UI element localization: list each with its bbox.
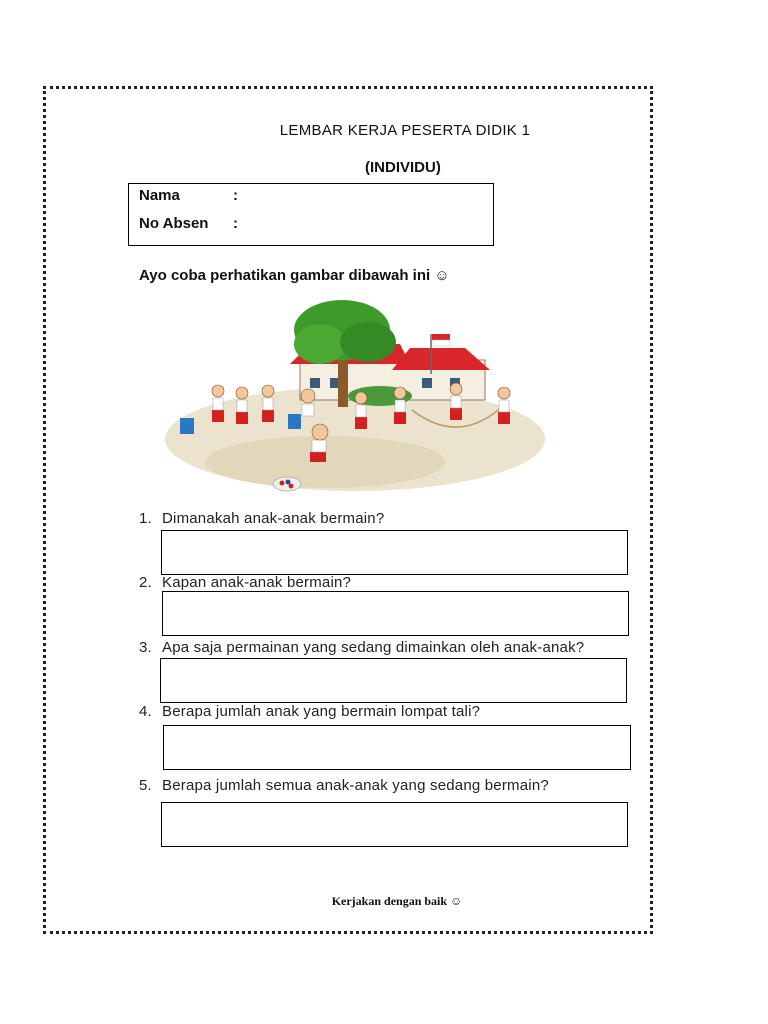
question-1 <box>139 510 384 527</box>
answer-box-4[interactable] <box>163 725 631 770</box>
question-3 <box>139 639 584 656</box>
school-playground-illustration <box>160 292 550 497</box>
instruction-prompt: Ayo coba perhatikan gambar dibawah ini ☺ <box>139 267 450 284</box>
question-text: Apa saja permainan yang sedang dimainkan oleh anak-anak? <box>162 639 585 656</box>
footer-note: Kerjakan dengan baik ☺ <box>331 894 463 908</box>
answer-box-3[interactable] <box>160 658 627 703</box>
absen-field-row <box>139 215 238 232</box>
question-5 <box>139 777 549 794</box>
question-2 <box>139 574 351 591</box>
question-number: 2. <box>139 574 152 591</box>
question-text: Dimanakah anak-anak bermain? <box>162 510 385 527</box>
answer-box-1[interactable] <box>161 530 628 575</box>
name-colon: : <box>233 187 238 204</box>
question-number: 1. <box>139 510 152 527</box>
answer-box-5[interactable] <box>161 802 628 847</box>
absen-label: No Absen <box>139 215 209 232</box>
absen-colon: : <box>233 215 238 232</box>
question-number: 4. <box>139 703 152 720</box>
question-number: 5. <box>139 777 152 794</box>
name-label: Nama <box>139 187 180 204</box>
worksheet-subtitle: (INDIVIDU) <box>365 159 441 176</box>
worksheet-title: LEMBAR KERJA PESERTA DIDIK 1 <box>279 122 531 139</box>
student-info-box <box>128 183 494 246</box>
question-text: Kapan anak-anak bermain? <box>162 574 352 591</box>
name-field-row <box>139 187 238 204</box>
answer-box-2[interactable] <box>162 591 629 636</box>
question-text: Berapa jumlah semua anak-anak yang sedang bermain? <box>162 777 549 794</box>
question-number: 3. <box>139 639 152 656</box>
question-text: Berapa jumlah anak yang bermain lompat tali? <box>162 703 481 720</box>
question-4 <box>139 703 480 720</box>
